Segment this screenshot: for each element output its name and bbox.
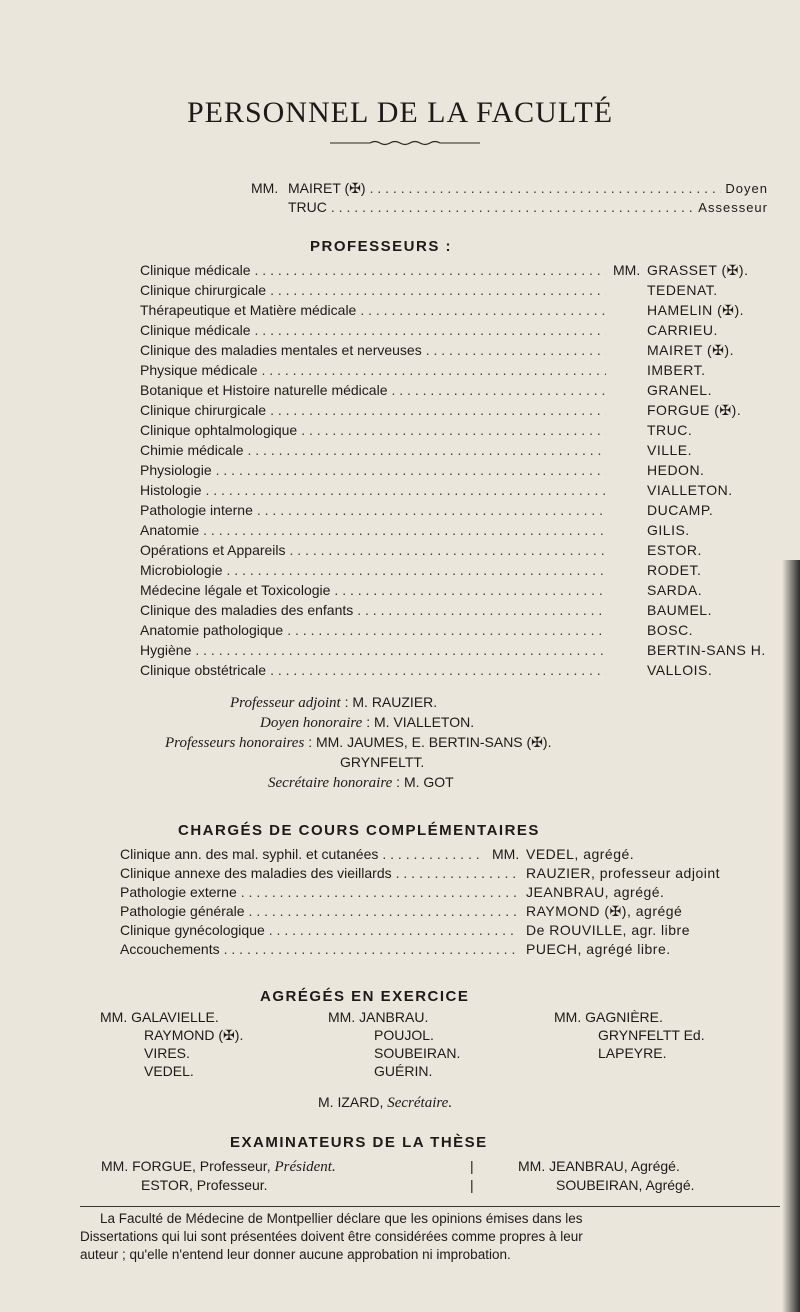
- agrege-name: VEDEL.: [144, 1063, 194, 1079]
- charge-course-row: Clinique gynécologique . . .: [120, 922, 520, 938]
- agrege-name: SOUBEIRAN.: [374, 1045, 461, 1061]
- prof-name: GRASSET (✠).: [647, 262, 749, 278]
- prof-chair-row: Anatomie . . .: [140, 522, 610, 538]
- prof-chair-row: Physique médicale . . .: [140, 362, 610, 378]
- professeurs-honoraires-line-2: GRYNFELTT.: [340, 754, 425, 770]
- charge-name: RAYMOND (✠), agrégé: [526, 903, 683, 919]
- charge-name: VEDEL, agrégé.: [526, 846, 635, 862]
- prof-chair-row: Clinique obstétricale . . .: [140, 662, 610, 678]
- agrege-name: LAPEYRE.: [598, 1045, 667, 1061]
- professeurs-heading: PROFESSEURS :: [310, 238, 453, 255]
- charge-course-row: Accouchements . . .: [120, 941, 520, 957]
- prof-name: GILIS.: [647, 522, 690, 538]
- prof-chair-row: Microbiologie . . .: [140, 562, 610, 578]
- prof-name: BAUMEL.: [647, 602, 712, 618]
- examinateur-right-2: SOUBEIRAN, Agrégé.: [556, 1177, 695, 1193]
- charges-heading: CHARGÉS DE COURS COMPLÉMENTAIRES: [178, 822, 540, 839]
- prof-name: SARDA.: [647, 582, 703, 598]
- agreges-column-2: [328, 1008, 460, 1080]
- agrege-name: MM. JANBRAU.: [328, 1009, 429, 1025]
- examinateurs-heading: EXAMINATEURS DE LA THÈSE: [230, 1134, 488, 1151]
- professeurs-honoraires-line: Professeurs honoraires : MM. JAUMES, E. BERTIN-SANS (✠).: [165, 734, 552, 751]
- disclaimer-line: Dissertations qui lui sont présentées doivent être considérées comme propres à leur: [80, 1229, 583, 1244]
- disclaimer-rule: [80, 1206, 780, 1207]
- prof-chair-row: Hygiène . . .: [140, 642, 610, 658]
- charge-name: De ROUVILLE, agr. libre: [526, 922, 691, 938]
- agrege-name: MM. GAGNIÈRE.: [554, 1009, 663, 1025]
- prof-chair-row: Anatomie pathologique . . .: [140, 622, 610, 638]
- prof-name: VALLOIS.: [647, 662, 713, 678]
- admin-row-doyen: [288, 180, 768, 197]
- prof-chair-row: Clinique chirurgicale . . .: [140, 282, 610, 298]
- ornament-rule-icon: [330, 140, 480, 146]
- mm-label-prof: MM.: [613, 262, 641, 278]
- agreges-secretary: M. IZARD, Secrétaire.: [318, 1094, 453, 1111]
- prof-name: VILLE.: [647, 442, 693, 458]
- prof-name: CARRIEU.: [647, 322, 718, 338]
- prof-chair-row: Clinique médicale . . .: [140, 262, 610, 278]
- charge-name: PUECH, agrégé libre.: [526, 941, 671, 957]
- prof-chair-row: Chimie médicale . . .: [140, 442, 610, 458]
- prof-name: TEDENAT.: [647, 282, 718, 298]
- agreges-heading: AGRÉGÉS EN EXERCICE: [260, 988, 470, 1005]
- mm-label-charges: MM.: [492, 846, 520, 862]
- prof-name: BERTIN-SANS H.: [647, 642, 766, 658]
- prof-name: TRUC.: [647, 422, 693, 438]
- agrege-name: GUÉRIN.: [374, 1063, 433, 1079]
- agrege-name: RAYMOND (✠).: [144, 1027, 244, 1043]
- page-title: PERSONNEL DE LA FACULTÉ: [186, 96, 614, 129]
- prof-chair-row: Thérapeutique et Matière médicale . . .: [140, 302, 610, 318]
- examinateur-left-2: ESTOR, Professeur.: [141, 1177, 268, 1193]
- prof-name: MAIRET (✠).: [647, 342, 734, 358]
- admin-name: MAIRET (✠): [288, 180, 366, 196]
- prof-chair-row: Clinique chirurgicale . . .: [140, 402, 610, 418]
- agreges-column-3: [554, 1008, 705, 1062]
- admin-role: Doyen: [725, 181, 768, 196]
- agrege-name: GRYNFELTT Ed.: [598, 1027, 705, 1043]
- disclaimer-line: auteur ; qu'elle n'entend leur donner aucune approbation ni improbation.: [80, 1247, 511, 1262]
- secretaire-honoraire-line: Secrétaire honoraire : M. GOT: [268, 774, 454, 791]
- prof-chair-row: Médecine légale et Toxicologie . . .: [140, 582, 610, 598]
- charge-course-row: Pathologie externe . . .: [120, 884, 520, 900]
- examinateur-separator: |: [470, 1158, 474, 1174]
- prof-chair-row: Clinique médicale . . .: [140, 322, 610, 338]
- admin-name: TRUC: [288, 199, 327, 215]
- prof-chair-row: Physiologie . . .: [140, 462, 610, 478]
- professeur-adjoint-line: Professeur adjoint : M. RAUZIER.: [230, 694, 438, 711]
- agrege-name: POUJOL.: [374, 1027, 434, 1043]
- prof-chair-row: Clinique ophtalmologique . . .: [140, 422, 610, 438]
- charge-course-row: Pathologie générale . . .: [120, 903, 520, 919]
- agrege-name: MM. GALAVIELLE.: [100, 1009, 219, 1025]
- prof-name: FORGUE (✠).: [647, 402, 742, 418]
- admin-row-assesseur: [288, 199, 768, 215]
- prof-chair-row: Clinique des maladies mentales et nerveuses . . .: [140, 342, 610, 358]
- prof-name: HEDON.: [647, 462, 705, 478]
- prof-name: HAMELIN (✠).: [647, 302, 745, 318]
- mm-label-admin: MM.: [251, 180, 279, 196]
- prof-name: GRANEL.: [647, 382, 712, 398]
- prof-name: VIALLETON.: [647, 482, 733, 498]
- charge-name: JEANBRAU, agrégé.: [526, 884, 665, 900]
- charge-name: RAUZIER, professeur adjoint: [526, 865, 721, 881]
- prof-chair-row: Histologie . . .: [140, 482, 610, 498]
- prof-chair-row: Opérations et Appareils . . .: [140, 542, 610, 558]
- prof-name: BOSC.: [647, 622, 694, 638]
- disclaimer-text: [80, 1210, 790, 1264]
- admin-role: Assesseur: [698, 200, 768, 215]
- prof-name: IMBERT.: [647, 362, 706, 378]
- prof-chair-row: Clinique des maladies des enfants . . .: [140, 602, 610, 618]
- doyen-honoraire-line: Doyen honoraire : M. VIALLETON.: [260, 714, 475, 731]
- prof-chair-row: Botanique et Histoire naturelle médicale . . .: [140, 382, 610, 398]
- prof-name: RODET.: [647, 562, 702, 578]
- prof-name: DUCAMP.: [647, 502, 714, 518]
- prof-name: ESTOR.: [647, 542, 702, 558]
- examinateur-president: MM. FORGUE, Professeur, Président.: [101, 1158, 336, 1175]
- prof-chair-row: Pathologie interne . . .: [140, 502, 610, 518]
- agreges-column-1: [100, 1008, 243, 1080]
- charge-course-row: Clinique ann. des mal. syphil. et cutanées . . .: [120, 846, 488, 862]
- charge-course-row: Clinique annexe des maladies des vieillards . . .: [120, 865, 520, 881]
- page-edge-shadow: [782, 560, 800, 1312]
- examinateur-separator: |: [470, 1177, 474, 1193]
- disclaimer-line: La Faculté de Médecine de Montpellier déclare que les opinions émises dans les: [100, 1211, 583, 1226]
- examinateur-right-1: MM. JEANBRAU, Agrégé.: [518, 1158, 680, 1174]
- agrege-name: VIRES.: [144, 1045, 190, 1061]
